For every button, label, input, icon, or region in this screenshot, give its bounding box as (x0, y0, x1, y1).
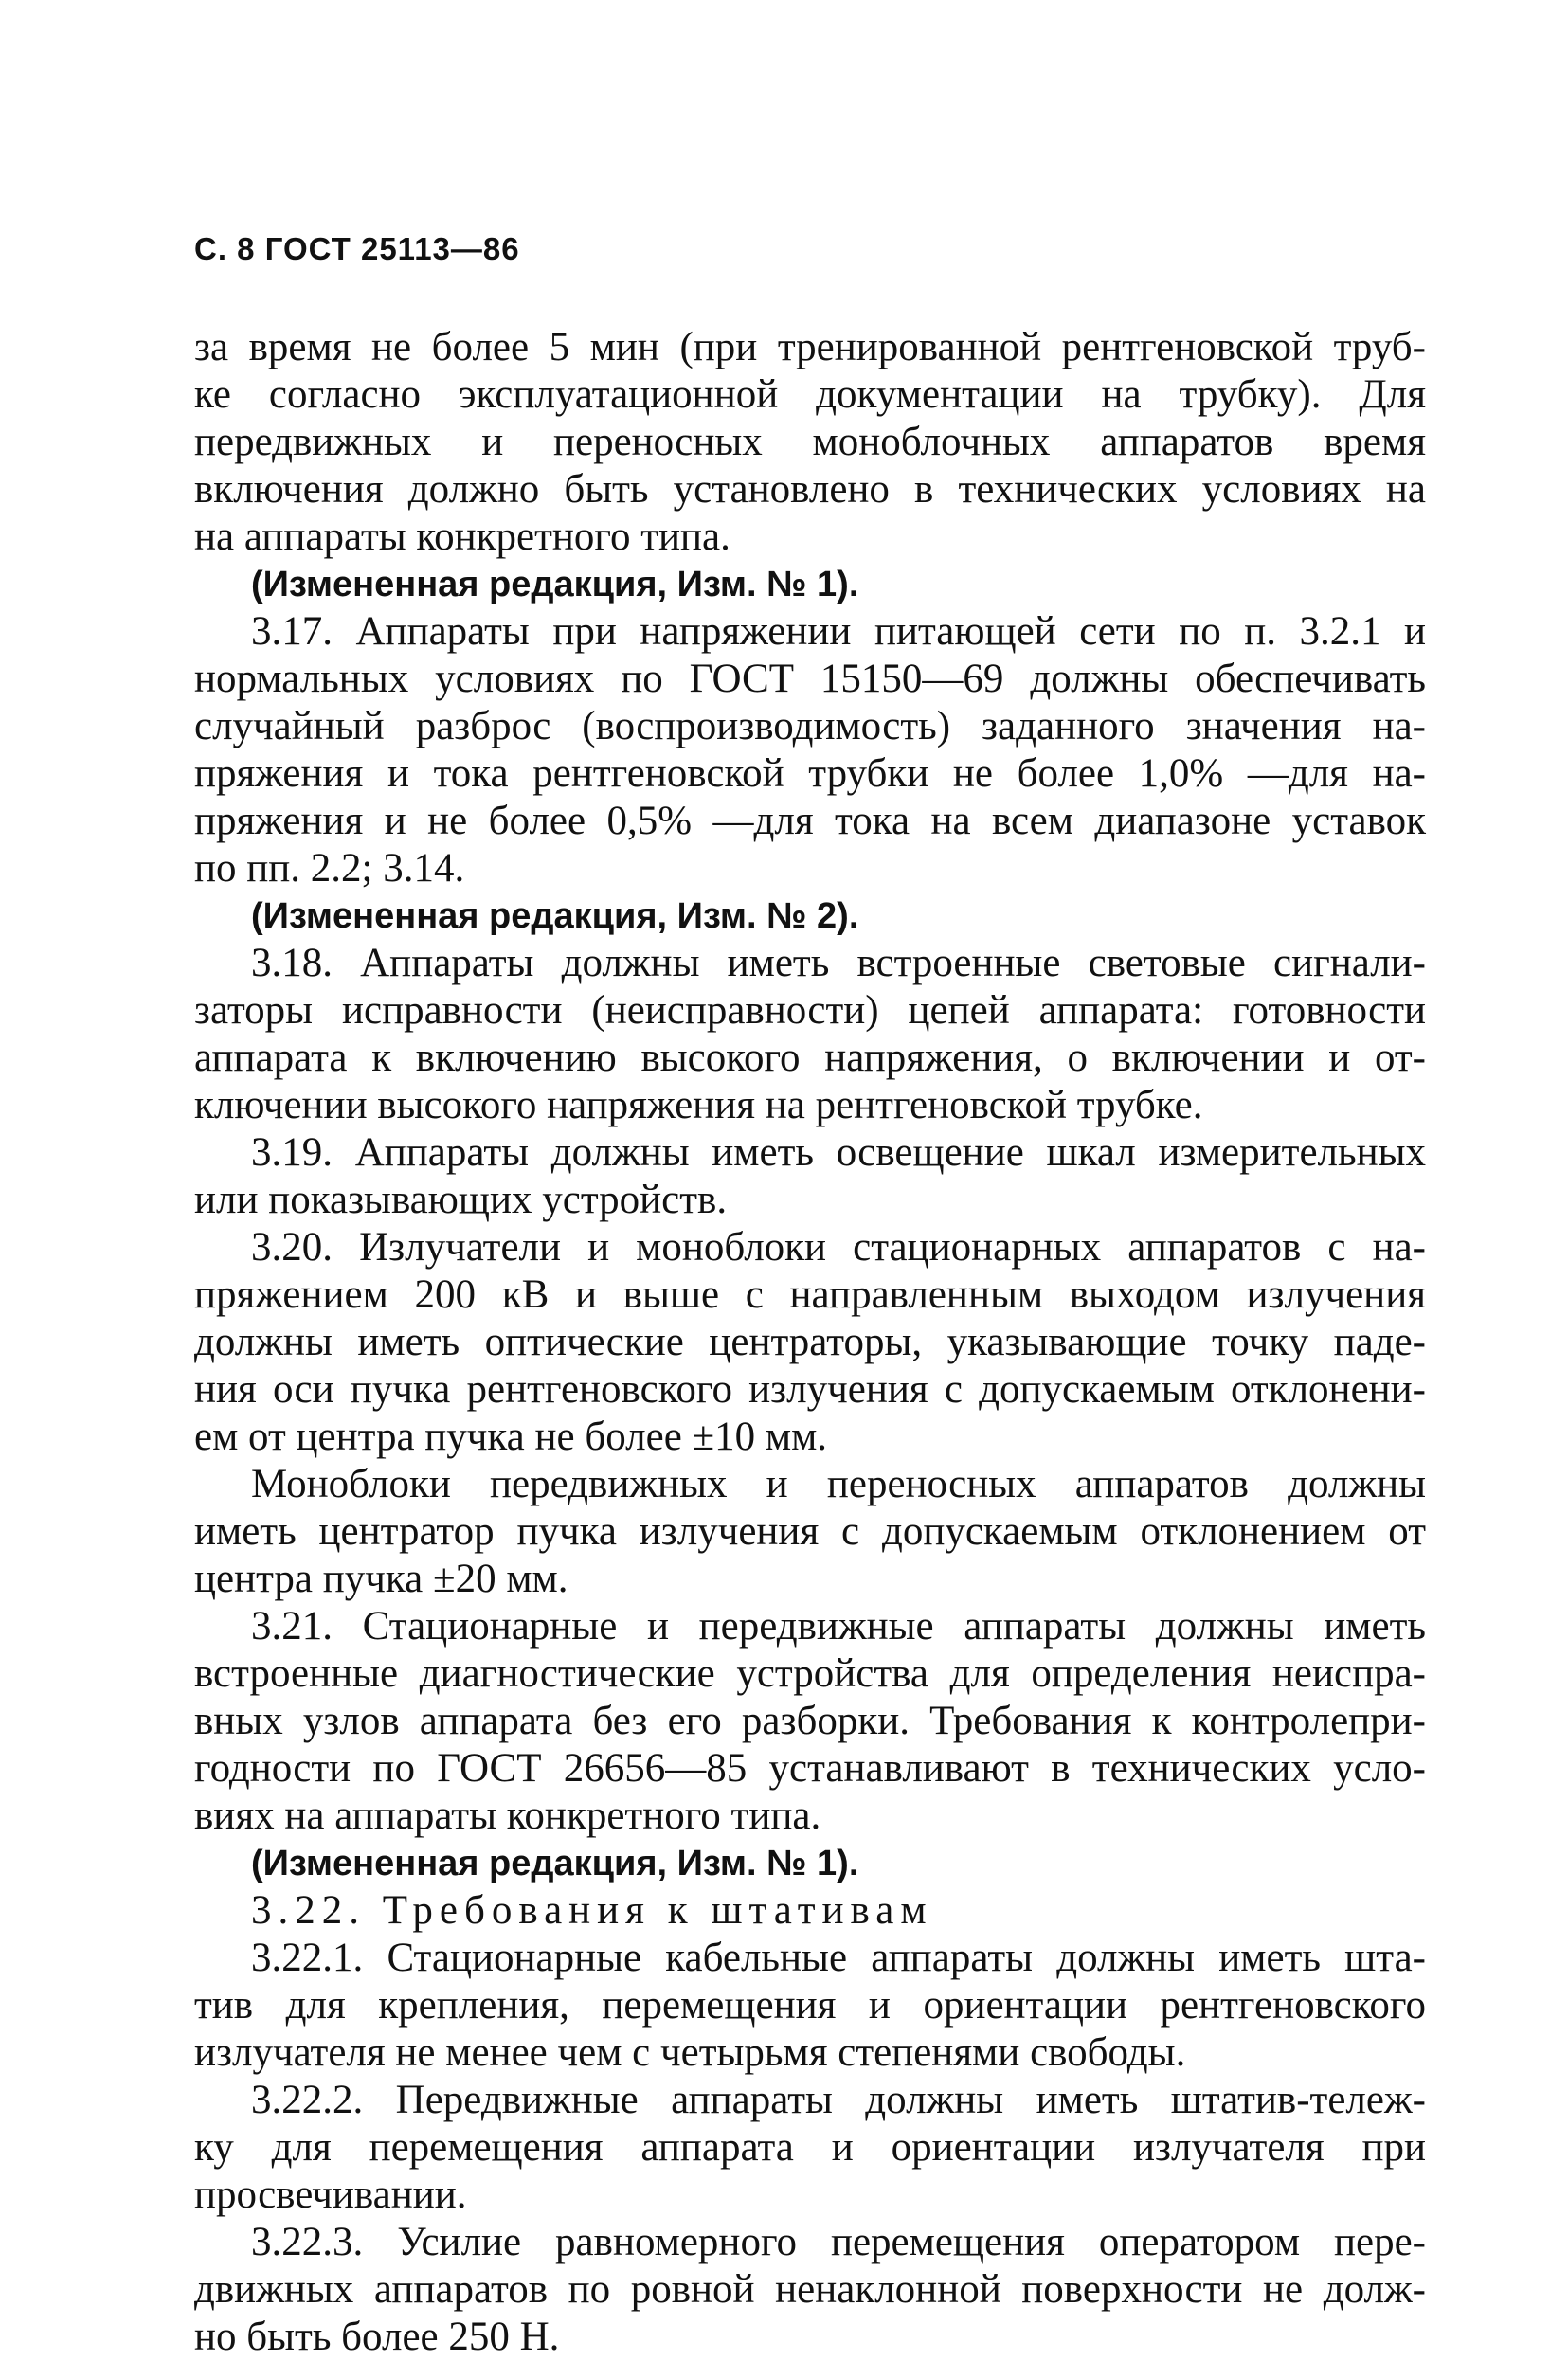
paragraph-3-21: 3.21. Стационарные и передвижные аппараты должны иметь (251, 1604, 1426, 1649)
text-line: излучателя не менее чем с четырьмя степенями свободы. (194, 2030, 1186, 2075)
text-line: ке согласно эксплуатационной документации на трубку). Для (194, 372, 1426, 417)
text-line: передвижных и переносных моноблочных аппаратов время (194, 420, 1426, 464)
text-line: включения должно быть установлено в технических условиях на (194, 467, 1426, 512)
text-line: ния оси пучка рентгеновского излучения с допускаемым отклонени- (194, 1367, 1426, 1412)
text-line: но быть более 250 Н. (194, 2315, 560, 2359)
text-line: заторы исправности (неисправности) цепей аппарата: готовности (194, 988, 1426, 1033)
paragraph-3-22-3: 3.22.3. Усилие равномерного перемещения оператором пере- (251, 2220, 1426, 2264)
text-line: за время не более 5 мин (при тренированной рентгеновской труб- (194, 325, 1426, 369)
page-header: С. 8 ГОСТ 25113—86 (194, 231, 520, 266)
text-line: пряжением 200 кВ и выше с направленным выходом излучения (194, 1272, 1426, 1317)
text-line: виях на аппараты конкретного типа. (194, 1793, 821, 1838)
text-line: тив для крепления, перемещения и ориентации рентгеновского (194, 1983, 1426, 2028)
text-line: на аппараты конкретного типа. (194, 514, 730, 559)
text-line: движных аппаратов по ровной ненаклонной поверхности не долж- (194, 2267, 1426, 2312)
paragraph-3-22-1: 3.22.1. Стационарные кабельные аппараты должны иметь шта- (251, 1936, 1426, 1980)
text-line: случайный разброс (воспроизводимость) заданного значения на- (194, 704, 1426, 748)
text-line: просвечивании. (194, 2172, 467, 2217)
text-line: годности по ГОСТ 26656—85 устанавливают в технических усло- (194, 1746, 1426, 1791)
text-line: вных узлов аппарата без его разборки. Требования к контролепри- (194, 1699, 1426, 1743)
paragraph-3-22-2: 3.22.2. Передвижные аппараты должны иметь штатив-тележ- (251, 2078, 1426, 2122)
text-line: ключении высокого напряжения на рентгеновской трубке. (194, 1083, 1203, 1127)
text-line: иметь центратор пучка излучения с допускаемым отклонением от (194, 1509, 1426, 1554)
text-line: ем от центра пучка не более ±10 мм. (194, 1415, 828, 1459)
amendment-note: (Измененная редакция, Изм. № 1). (251, 565, 859, 604)
paragraph-3-20: 3.20. Излучатели и моноблоки стационарных аппаратов с на- (251, 1225, 1426, 1270)
text-line: должны иметь оптические центраторы, указывающие точку паде- (194, 1320, 1426, 1364)
text-line: встроенные диагностические устройства для определения неиспра- (194, 1651, 1426, 1696)
amendment-note: (Измененная редакция, Изм. № 1). (251, 1844, 859, 1883)
text-line: или показывающих устройств. (194, 1178, 728, 1222)
section-heading-3-22: 3.22. Требования к штативам (251, 1888, 933, 1933)
text-line: центра пучка ±20 мм. (194, 1557, 568, 1601)
text-line: пряжения и тока рентгеновской трубки не более 1,0% —для на- (194, 751, 1426, 796)
paragraph-3-18: 3.18. Аппараты должны иметь встроенные световые сигнали- (251, 941, 1426, 985)
paragraph-3-17: 3.17. Аппараты при напряжении питающей сети по п. 3.2.1 и (251, 609, 1426, 654)
document-body (194, 324, 1426, 2361)
paragraph-3-19: 3.19. Аппараты должны иметь освещение шкал измерительных (251, 1130, 1426, 1175)
text-line: по пп. 2.2; 3.14. (194, 846, 465, 891)
text-line: нормальных условиях по ГОСТ 15150—69 должны обеспечивать (194, 657, 1426, 701)
paragraph-monoblocks: Моноблоки передвижных и переносных аппаратов должны (251, 1462, 1426, 1506)
amendment-note: (Измененная редакция, Изм. № 2). (251, 896, 859, 936)
text-line: ку для перемещения аппарата и ориентации излучателя при (194, 2125, 1426, 2170)
text-line: аппарата к включению высокого напряжения, о включении и от- (194, 1036, 1426, 1080)
text-line: пряжения и не более 0,5% —для тока на всем диапазоне уставок (194, 799, 1426, 843)
